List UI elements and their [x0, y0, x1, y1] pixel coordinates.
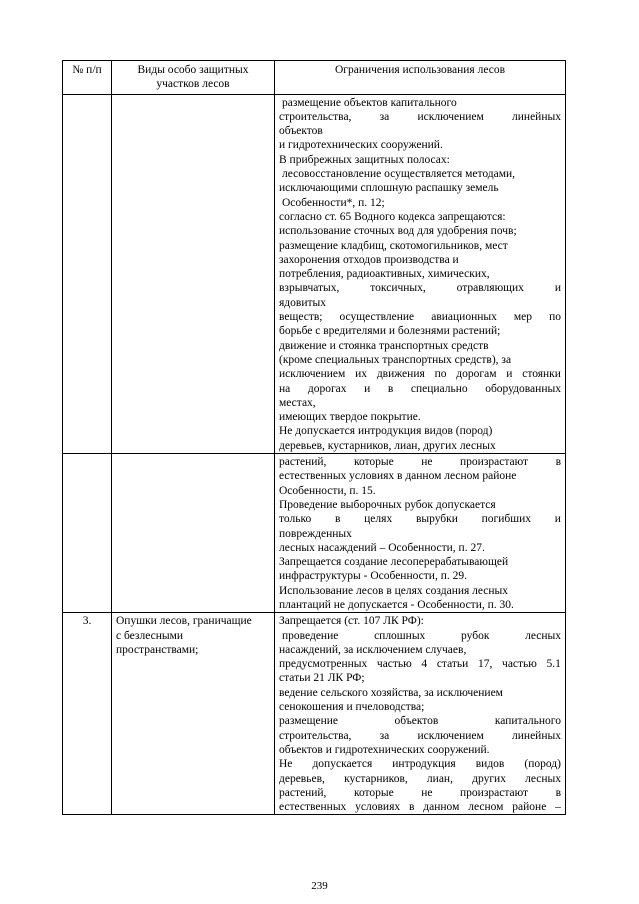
- text-line: только в целях вырубки погибших и: [279, 513, 561, 526]
- text-line: естественных условиях в данном лесном районе: [279, 470, 517, 483]
- row-restrictions: [275, 613, 566, 815]
- text-line: Использование лесов в целях создания лесных: [279, 584, 509, 597]
- table-header-row: [63, 61, 566, 95]
- text-line: инфраструктуры - Особенности, п. 29.: [279, 570, 467, 583]
- text-line: объектов и гидротехнических сооружений.: [279, 743, 490, 756]
- page-number: 239: [311, 880, 328, 892]
- row-kind: [112, 613, 275, 815]
- text-line: Не допускается интродукция видов (пород): [279, 758, 561, 771]
- text-line: В прибрежных защитных полосах:: [279, 153, 450, 166]
- row-restrictions: [275, 454, 566, 613]
- text-line: Запрещается (ст. 107 ЛК РФ):: [279, 615, 424, 628]
- text-line: использование сточных вод для удобрения почв;: [279, 225, 517, 238]
- text-line: деревьев, кустарников, лиан, других лесных: [279, 439, 496, 452]
- table-row: [63, 94, 566, 453]
- text-line: исключающими сплошную распашку земель: [279, 182, 499, 195]
- text-line: Особенности, п. 15.: [279, 484, 376, 497]
- text-line: исключением их движения по дорогам и стоянки: [279, 368, 561, 381]
- text-line: Проведение выборочных рубок допускается: [279, 498, 496, 511]
- text-line: объектов: [279, 125, 323, 138]
- text-line: на дорогах и в специально оборудованных: [279, 382, 561, 395]
- text-line: борьбе с вредителями и болезнями растений;: [279, 325, 501, 338]
- text-line: лесовосстановление осуществляется методами,: [282, 168, 516, 181]
- text-line: захоронения отходов производства и: [279, 253, 459, 266]
- text-line: предусмотренных частью 4 статьи 17, частью 5.1: [279, 658, 561, 671]
- text-line: ведение сельского хозяйства, за исключением: [279, 686, 503, 699]
- row-number: 3.: [63, 613, 112, 815]
- text-line: размещение кладбищ, скотомогильников, мест: [279, 239, 508, 252]
- text-line: движение и стоянка транспортных средств: [279, 339, 489, 352]
- row-restrictions: [275, 94, 566, 453]
- text-line: плантаций не допускается - Особенности, п. 30.: [279, 598, 514, 611]
- table-row: [63, 613, 566, 815]
- text-line: сенокошения и пчеловодства;: [279, 701, 425, 714]
- text-line: поврежденных: [279, 527, 352, 540]
- row-number: [63, 94, 112, 453]
- text-line: размещение объектов капитального: [279, 715, 561, 728]
- row-number: [63, 454, 112, 613]
- text-line: лесных насаждений – Особенности, п. 27.: [279, 541, 485, 554]
- text-line: взрывчатых, токсичных, отравляющих и: [279, 282, 561, 295]
- text-line: проведение сплошных рубок лесных: [282, 629, 561, 642]
- text-line: растений, которые не произрастают в: [279, 456, 561, 469]
- text-line: строительства, за исключением линейных: [279, 110, 561, 123]
- header-number: № п/п: [63, 61, 112, 95]
- header-restrictions: Ограничения использования лесов: [275, 61, 566, 95]
- row-kind: [112, 454, 275, 613]
- text-line: Запрещается создание лесоперерабатывающей: [279, 556, 509, 569]
- text-line: статьи 21 ЛК РФ;: [279, 672, 365, 685]
- kind-line: Опушки лесов, граничащие: [116, 615, 252, 628]
- text-line: (кроме специальных транспортных средств), за: [279, 353, 512, 366]
- table-row: [63, 454, 566, 613]
- text-line: Особенности*, п. 12;: [282, 196, 385, 209]
- text-line: размещение объектов капитального: [282, 96, 457, 109]
- kind-line: пространствами;: [116, 643, 199, 656]
- text-line: потребления, радиоактивных, химических,: [279, 268, 490, 281]
- text-line: местах,: [279, 396, 316, 409]
- text-line: деревьев, кустарников, лиан, других лесных: [279, 772, 561, 785]
- restrictions-table: [62, 60, 566, 815]
- text-line: строительства, за исключением линейных: [279, 729, 561, 742]
- text-line: имеющих твердое покрытие.: [279, 411, 421, 424]
- kind-line: с безлесными: [116, 629, 184, 642]
- text-line: ядовитых: [279, 296, 326, 309]
- text-line: и гидротехнических сооружений.: [279, 139, 443, 152]
- text-line: естественных условиях в данном лесном районе –: [279, 801, 561, 814]
- text-line: растений, которые не произрастают в: [279, 786, 561, 799]
- header-kind: Виды особо защитных участков лесов: [112, 61, 275, 95]
- text-line: насаждений, за исключением случаев,: [279, 643, 467, 656]
- text-line: Не допускается интродукция видов (пород): [279, 425, 493, 438]
- text-line: согласно ст. 65 Водного кодекса запрещаются:: [279, 210, 506, 223]
- text-line: веществ; осуществление авиационных мер по: [279, 311, 561, 324]
- row-kind: [112, 94, 275, 453]
